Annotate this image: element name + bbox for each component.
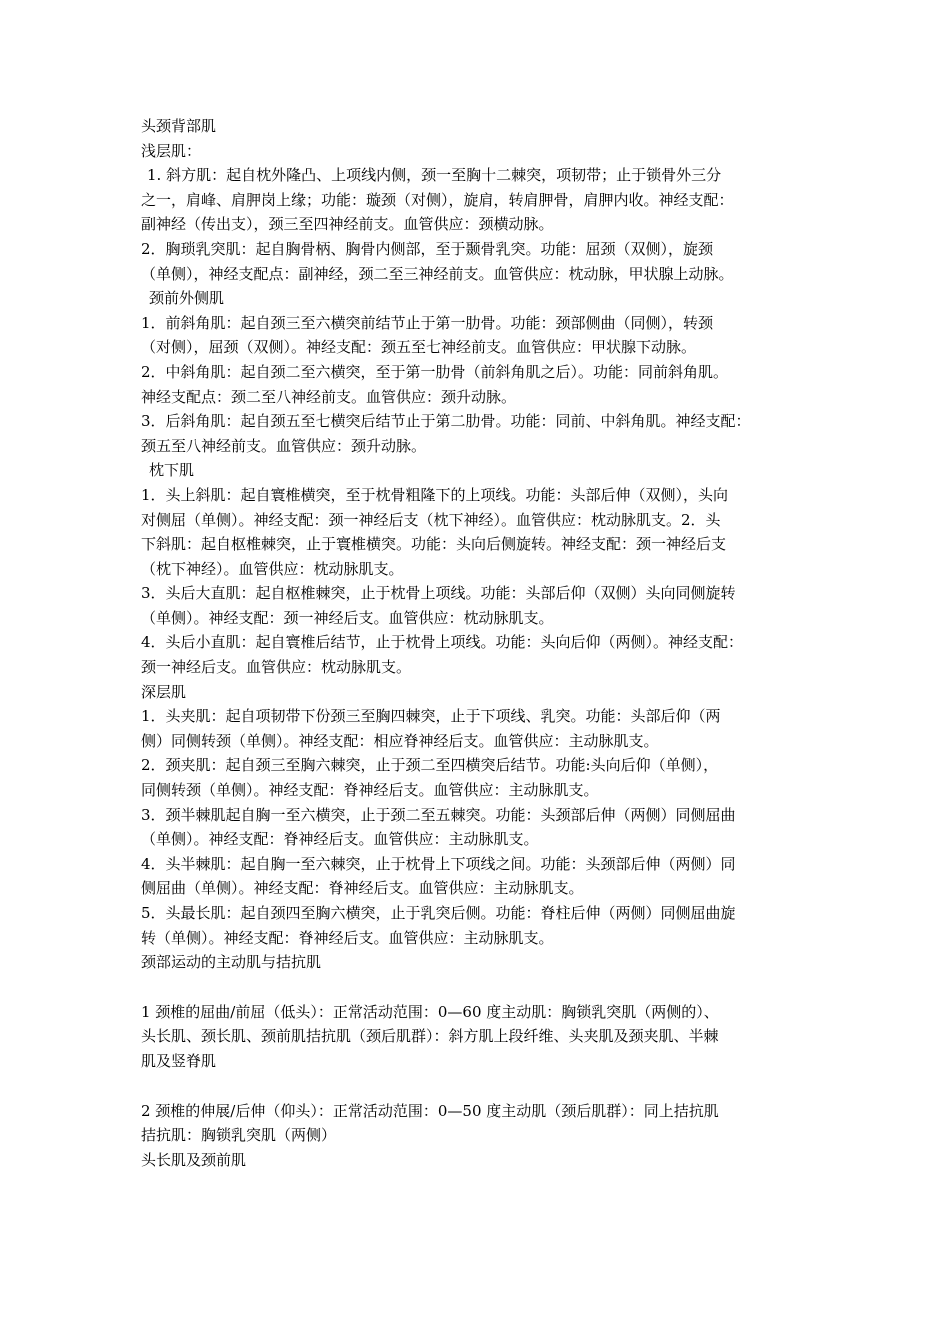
text-line: 侧屈曲（单侧）。神经支配：脊神经后支。血管供应：主动脉肌支。 (141, 879, 584, 898)
heading-suboccipital-muscles: 枕下肌 (149, 461, 195, 480)
text-line: （对侧），屈颈（双侧）。神经支配：颈五至七神经前支。血管供应：甲状腺下动脉。 (141, 338, 697, 357)
heading-superficial-muscles: 浅层肌： (141, 141, 202, 160)
heading-anterolateral-neck-muscles: 颈前外侧肌 (149, 289, 225, 308)
heading-head-neck-back-muscles: 头颈背部肌 (141, 117, 217, 135)
text-line: 1．头上斜肌：起自寰椎横突，至于枕骨粗隆下的上项线。功能：头部后伸（双侧），头向 (141, 485, 729, 504)
text-line: 之一，肩峰、肩胛岗上缘；功能：璇颈（对侧），旋肩，转肩胛骨，肩胛内收。神经支配： (141, 190, 734, 209)
text-line: 副神经（传出支），颈三至四神经前支。血管供应：颈横动脉。 (141, 215, 554, 234)
text-line: 5．头最长肌：起自颈四至胸六横突，止于乳突后侧。功能：脊柱后伸（两侧）同侧屈曲旋 (141, 904, 736, 922)
text-line: （单侧）。神经支配：颈一神经后支。血管供应：枕动脉肌支。 (141, 608, 554, 627)
text-line: 拮抗肌：胸锁乳突肌（两侧） (141, 1126, 337, 1145)
text-line: （单侧）。神经支配：脊神经后支。血管供应：主动脉肌支。 (141, 830, 539, 849)
text-line: 3．后斜角肌：起自颈五至七横突后结节止于第二肋骨。功能：同前、中斜角肌。神经支配： (141, 412, 751, 431)
text-line: 对侧屈（单侧）。神经支配：颈一神经后支（枕下神经）。血管供应：枕动脉肌支。2．头 (141, 510, 721, 529)
text-line: 侧）同侧转颈（单侧）。神经支配：相应脊神经后支。血管供应：主动脉肌支。 (141, 731, 659, 750)
text-line: 2 颈椎的伸展/后伸（仰头）：正常活动范围：0—50 度主动肌（颈后肌群）：同上拮抗肌 (141, 1101, 719, 1120)
text-line: 1．前斜角肌：起自颈三至六横突前结节止于第一肋骨。功能：颈部侧曲（同侧），转颈 (141, 313, 714, 332)
text-line: 颈五至八神经前支。血管供应：颈升动脉。 (141, 436, 427, 455)
text-line: 1．头夹肌：起自项韧带下份颈三至胸四棘突，止于下项线、乳突。功能：头部后仰（两 (141, 707, 721, 726)
text-line: 3．头后大直肌：起自枢椎棘突，止于枕骨上项线。功能：头部后仰（双侧）头向同侧旋转 (141, 584, 736, 603)
text-line: 4．头后小直肌：起自寰椎后结节，止于枕骨上项线。功能：头向后仰（两侧）。神经支配： (141, 633, 744, 652)
text-line: 下斜肌：起自枢椎棘突，止于寰椎横突。功能：头向后侧旋转。神经支配：颈一神经后支 (141, 535, 727, 554)
text-line: 2．胸琐乳突肌：起自胸骨柄、胸骨内侧部，至于颞骨乳突。功能：屈颈（双侧），旋颈 (141, 239, 714, 258)
text-line: 肌及竖脊肌 (141, 1051, 217, 1070)
heading-neck-movement-agonists-antagonists: 颈部运动的主动肌与拮抗肌 (141, 953, 322, 972)
blank-line (141, 1074, 831, 1099)
text-line: 3．颈半棘肌起自胸一至六横突，止于颈二至五棘突。功能：头颈部后伸（两侧）同侧屈曲 (141, 805, 736, 824)
text-line: 4．头半棘肌：起自胸一至六棘突，止于枕骨上下项线之间。功能：头颈部后伸（两侧）同 (141, 854, 736, 873)
text-line: 颈一神经后支。血管供应：枕动脉肌支。 (141, 658, 412, 677)
text-line: 转（单侧）。神经支配：脊神经后支。血管供应：主动脉肌支。 (141, 928, 554, 947)
text-line: 2．中斜角肌：起自颈二至六横突，至于第一肋骨（前斜角肌之后）。功能：同前斜角肌。 (141, 362, 729, 381)
heading-deep-muscles: 深层肌 (141, 682, 187, 701)
blank-line (141, 975, 831, 1000)
text-line: 神经支配点：颈二至八神经前支。血管供应：颈升动脉。 (141, 387, 517, 406)
text-line: （枕下神经）。血管供应：枕动脉肌支。 (141, 559, 404, 578)
text-line: 2．颈夹肌：起自颈三至胸六棘突，止于颈二至四横突后结节。功能:头向后仰（单侧）， (141, 756, 719, 775)
text-line: 头长肌及颈前肌 (141, 1150, 247, 1169)
text-line: （单侧），神经支配点：副神经，颈二至三神经前支。血管供应：枕动脉，甲状腺上动脉。 (141, 264, 734, 283)
text-line: 头长肌、颈长肌、颈前肌拮抗肌（颈后肌群）：斜方肌上段纤维、头夹肌及颈夹肌、半棘 (141, 1027, 719, 1046)
text-line: 1. 斜方肌：起自枕外隆凸、上项线内侧，颈一至胸十二棘突，项韧带；止于锁骨外三分 (147, 166, 722, 185)
text-line: 同侧转颈（单侧）。神经支配：脊神经后支。血管供应：主动脉肌支。 (141, 781, 599, 800)
text-line: 1 颈椎的屈曲/前屈（低头）：正常活动范围：0—60 度主动肌：胸锁乳突肌（两侧的）、 (141, 1002, 719, 1021)
document-body (141, 114, 831, 1172)
